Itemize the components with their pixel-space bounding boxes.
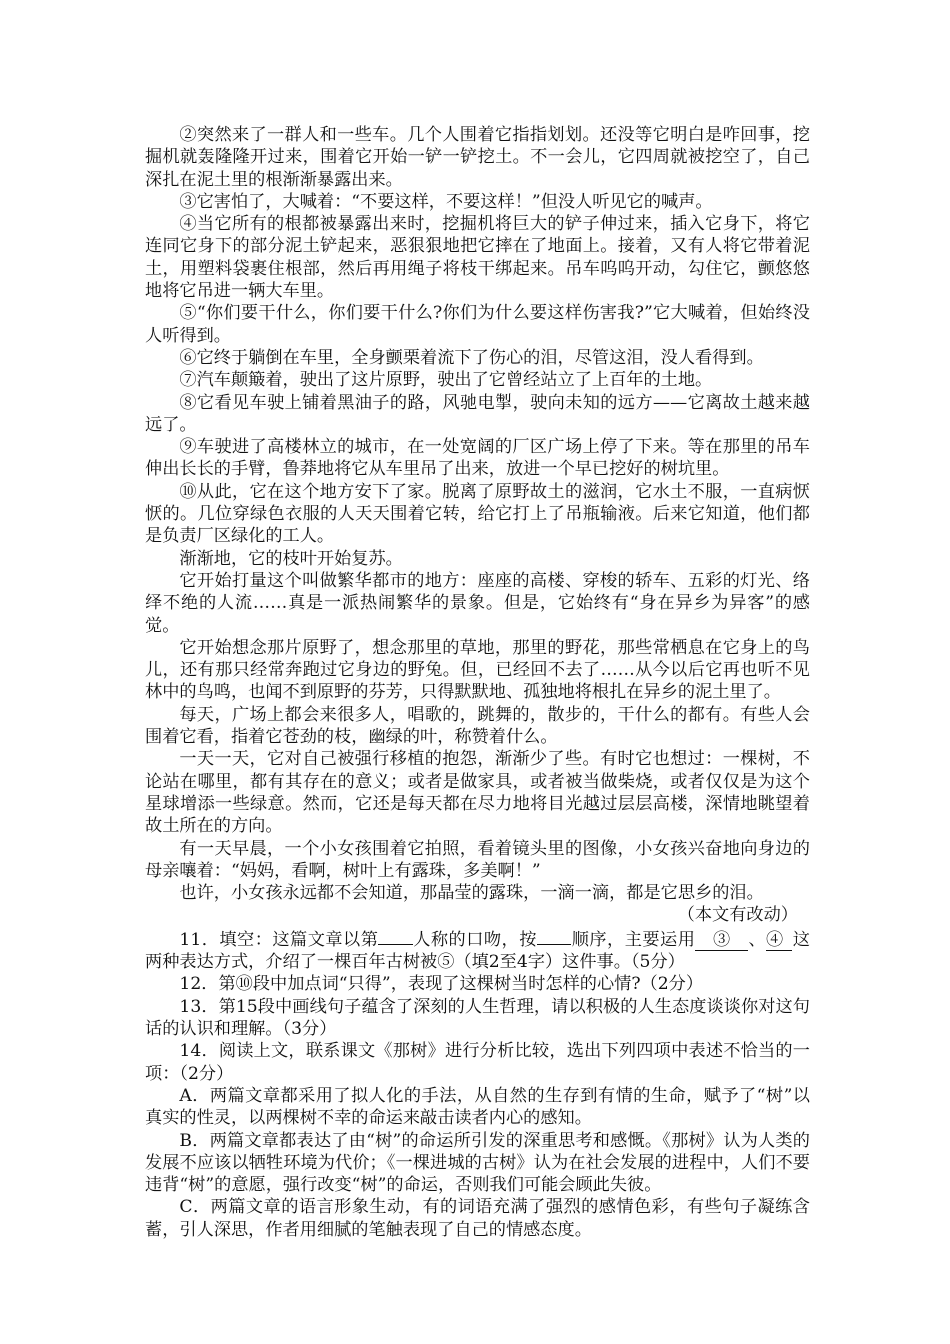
blank-4-label: ④ [766,929,784,950]
blank-3-label: ③ [712,929,731,950]
paragraph-3: ③它害怕了，大喊着：“不要这样，不要这样！”但没人听见它的喊声。 [179,191,713,212]
paragraph-17: 也许，小女孩永远都不会知道，那晶莹的露珠，一滴一滴，都是它思乡的泪。 [179,883,764,904]
paragraph-4: ④当它所有的根都被暴露出来时，挖掘机将巨大的铲子伸过来，插入它身下，将它连同它身下的部分泥土铲起来，恶狠狠地把它摔在了地面上。接着，又有人将它带着泥土，用塑料袋裹住根部，然后再用绳子将枝干绑起来。吊车呜呜开动，勾住它，颤悠悠地将它吊进一辆大车里。 [145,214,810,302]
paragraph-6: ⑥它终于躺倒在车里，全身颤栗着流下了伤心的泪，尽管这泪，没人看得到。 [179,347,764,368]
question-11-part-c: 顺序，主要运用 [571,929,696,950]
question-12: 12．第⑩段中加点词“只得”，表现了这棵树当时怎样的心情?（2分） [179,974,704,995]
question-11-part-g: 这两种表达方式，介绍了一棵百年古树被⑤（填2至4字）这件事。（5分） [145,929,810,973]
order-blank[interactable] [537,927,571,945]
paragraph-13: 它开始想念那片原野了，想念那里的草地，那里的野花，那些常栖息在它身上的鸟儿，还有那只经常奔跑过它身边的野兔。但，已经回不去了……从今以后它再也听不见林中的鸟鸣，也闻不到原野的芬芳，只得默默地、孤独地将根扎在异乡的泥土里了。 [145,637,810,703]
paragraph-5: ⑤“你们要干什么，你们要干什么?你们为什么要这样伤害我?”它大喊着，但始终没人听得到。 [145,303,810,346]
document-page [145,124,810,1241]
question-11-part-b: 人称的口吻，按 [412,929,537,950]
paragraph-9: ⑨车驶进了高楼林立的城市，在一处宽阔的厂区广场上停了下来。等在那里的吊车伸出长长的手臂，鲁莽地将它从车里吊了出来，放进一个早已挖好的树坑里。 [145,437,810,480]
question-11-part-a: 11．填空：这篇文章以第 [179,929,379,950]
paragraph-8: ⑧它看见车驶上铺着黑油子的路，风驰电掣，驶向未知的远方——它离故土越来越远了。 [145,392,810,435]
option-b: B．两篇文章都表达了由“树”的命运所引发的深重思考和感慨。《那树》认为人类的发展不应该以牺牲环境为代价；《一棵进城的古树》认为在社会发展的进程中，人们不要违背“树”的意愿，强行改变“树”的命运，否则我们可能会顾此失彼。 [145,1130,810,1196]
paragraph-12: 它开始打量这个叫做繁华都市的地方：座座的高楼、穿梭的轿车、五彩的灯光、络绎不绝的人流……真是一派热闹繁华的景象。但是，它始终有“身在异乡为异客”的感觉。 [145,570,810,636]
person-blank[interactable] [378,927,412,945]
paragraph-11: 渐渐地，它的枝叶开始复苏。 [179,548,403,569]
revision-note: （本文有改动） [677,905,798,926]
paragraph-14: 每天，广场上都会来很多人，唱歌的，跳舞的，散步的，干什么的都有。有些人会围着它看，指着它苍劲的枝，幽绿的叶，称赞着什么。 [145,704,810,748]
option-a: A．两篇文章都采用了拟人化的手法，从自然的生存到有情的生命，赋予了“树”以真实的性灵，以两棵树不幸的命运来敲击读者内心的感知。 [145,1085,810,1129]
paragraph-16: 有一天早晨，一个小女孩围着它拍照，看着镜头里的图像，小女孩兴奋地向身边的母亲嚷着：“妈妈，看啊，树叶上有露珠，多美啊！” [145,838,810,881]
paragraph-10: ⑩从此，它在这个地方安下了家。脱离了原野故土的滋润，它水土不服，一直病恹恹的。几位穿绿色衣服的人天天围着它转，给它打上了吊瓶输液。后来它知道，他们都是负责厂区绿化的工人。 [145,481,810,547]
paragraph-2: ②突然来了一群人和一些车。几个人围着它指指划划。还没等它明白是咋回事，挖掘机就轰隆隆开过来，围着它开始一铲一铲挖土。不一会儿，它四周就被挖空了，自己深扎在泥土里的根渐渐暴露出来。 [145,125,810,190]
blank-3[interactable] [695,930,748,951]
paragraph-15: 一天一天，它对自己被强行移植的抱怨，渐渐少了些。有时它也想过：一棵树，不论站在哪里，都有其存在的意义；或者是做家具，或者被当做柴烧，或者仅仅是为这个星球增添一些绿意。然而，它还是每天都在尽力地将目光越过层层高楼，深情地眺望着故土所在的方向。 [145,749,810,837]
question-13: 13．第15段中画线句子蕴含了深刻的人生哲理，请以积极的人生态度谈谈你对这句话的认识和理解。（3分） [145,996,810,1040]
question-14: 14．阅读上文，联系课文《那树》进行分析比较，选出下列四项中表述不恰当的一项：（2分） [145,1041,810,1084]
question-11 [145,927,810,974]
question-11-sep: 、 [747,929,767,950]
paragraph-7: ⑦汽车颠簸着，驶出了这片原野，驶出了它曾经站立了上百年的土地。 [179,370,713,391]
blank-4[interactable] [766,930,792,951]
option-c: C．两篇文章的语言形象生动，有的词语充满了强烈的感情色彩，有些句子凝练含蓄，引人深思，作者用细腻的笔触表现了自己的情感态度。 [145,1197,810,1240]
